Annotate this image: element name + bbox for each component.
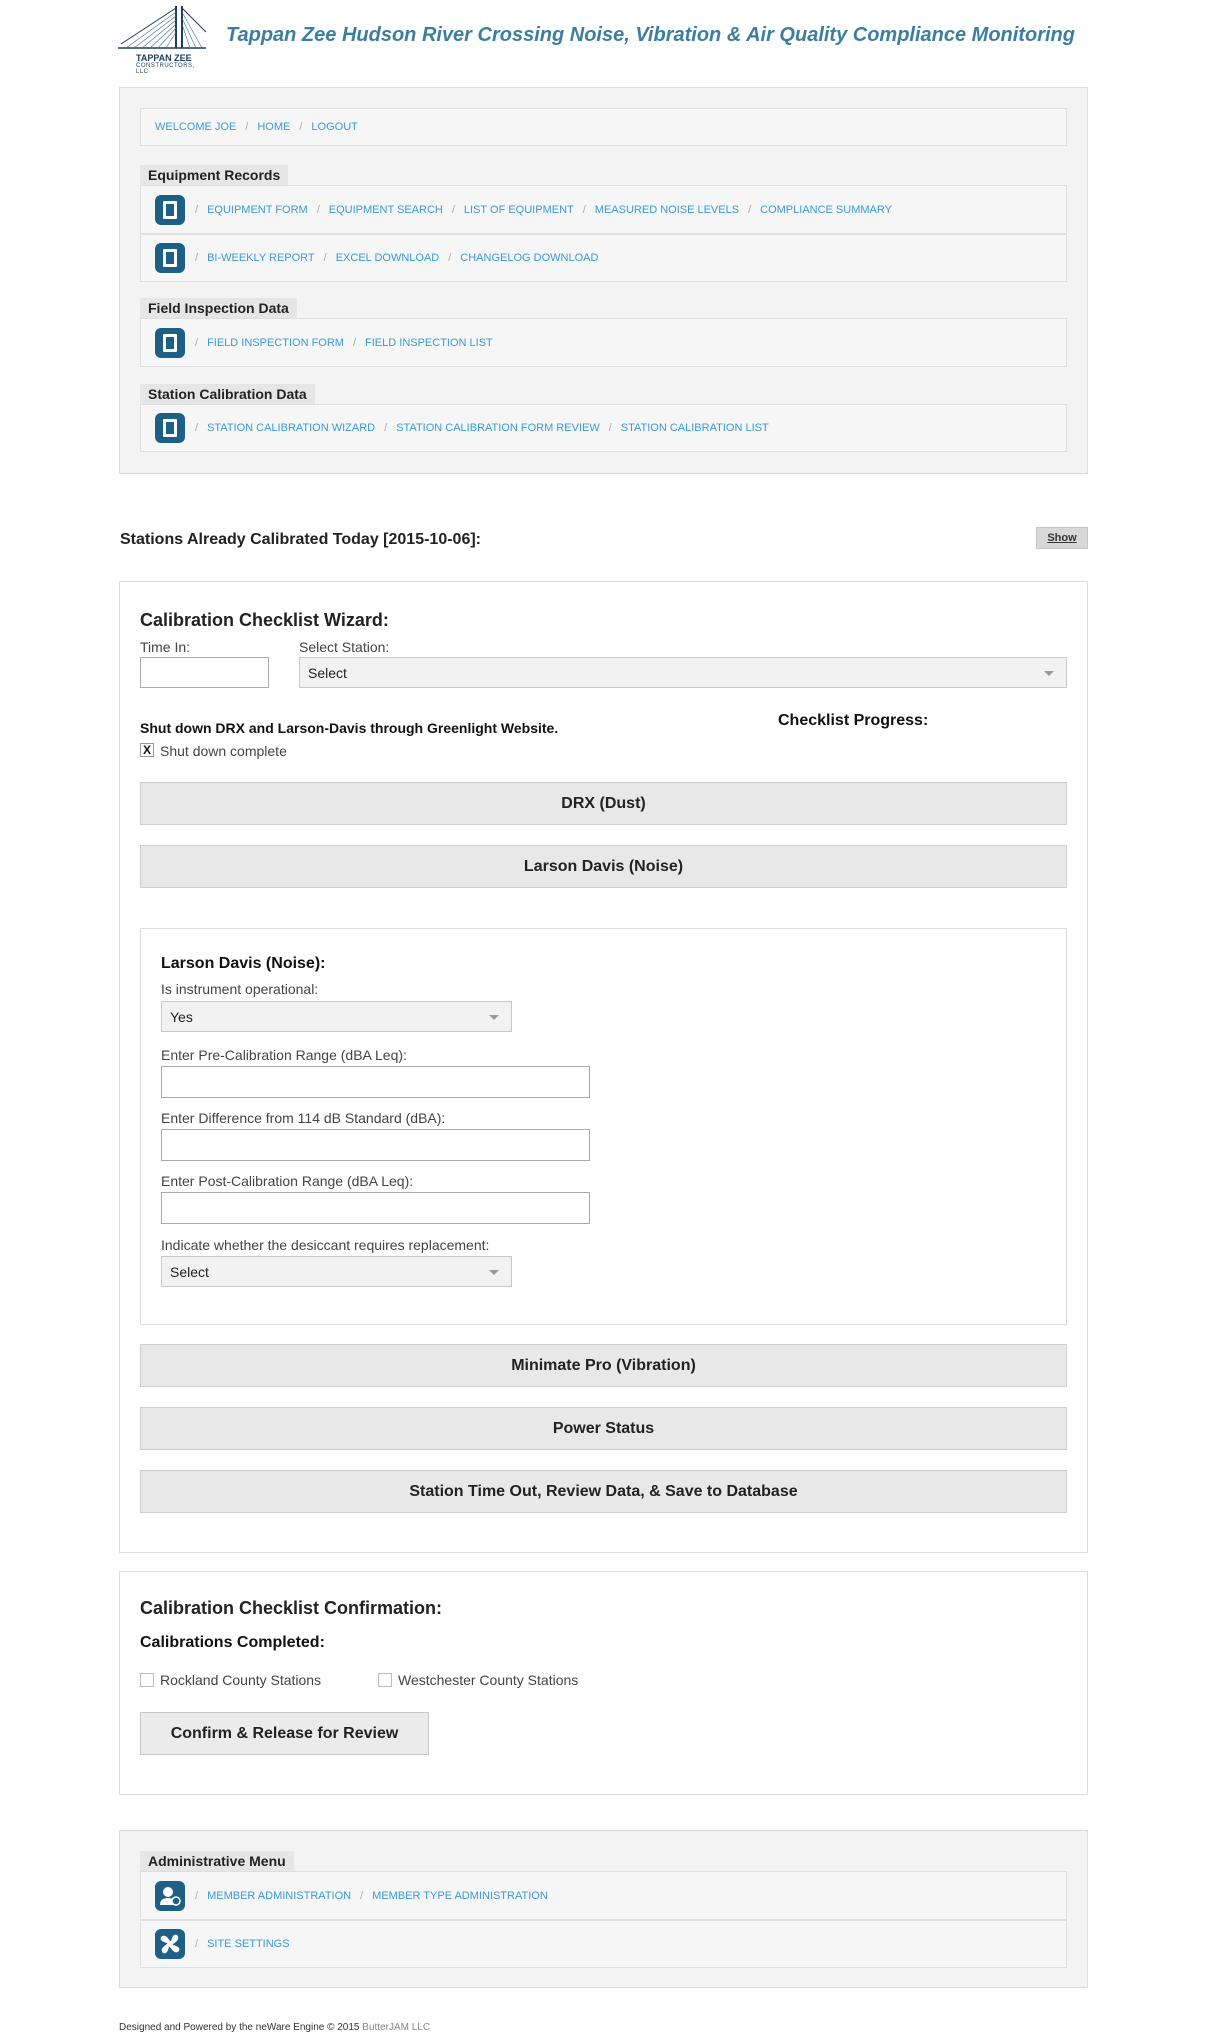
bridge-logo-icon	[116, 2, 208, 60]
separator: /	[582, 203, 586, 216]
equipment-links-2	[195, 235, 598, 281]
station-calibration-wizard-link[interactable]: STATION CALIBRATION WIZARD	[207, 422, 376, 434]
operational-label: Is instrument operational:	[161, 981, 319, 997]
welcome-link[interactable]: WELCOME JOE	[155, 121, 237, 133]
difference-input[interactable]	[161, 1129, 590, 1161]
equipment-form-link[interactable]: EQUIPMENT FORM	[207, 203, 308, 216]
westchester-checkbox[interactable]	[378, 1673, 392, 1687]
chevron-down-icon	[489, 1015, 499, 1020]
difference-label: Enter Difference from 114 dB Standard (dBA):	[161, 1110, 446, 1126]
confirmation-title: Calibration Checklist Confirmation:	[140, 1598, 443, 1618]
admin-nav-row-2	[140, 1920, 1067, 1968]
changelog-download-link[interactable]: CHANGELOG DOWNLOAD	[460, 252, 599, 264]
separator: /	[748, 203, 752, 216]
calibrations-completed-label: Calibrations Completed:	[140, 1634, 325, 1651]
rockland-checkbox[interactable]	[140, 1673, 154, 1687]
separator: /	[451, 203, 455, 216]
site-settings-icon[interactable]	[155, 1929, 185, 1959]
site-title: Tappan Zee Hudson River Crossing Noise, Vibration & Air Quality Compliance Monitoring	[226, 24, 1075, 46]
administrative-menu	[119, 1830, 1088, 1988]
field-inspection-form-link[interactable]: FIELD INSPECTION FORM	[207, 336, 344, 349]
admin-menu-heading: Administrative Menu	[140, 1851, 294, 1871]
larson-davis-section[interactable]: Larson Davis (Noise)	[140, 845, 1067, 888]
page-footer	[119, 2022, 430, 2033]
larson-davis-title: Larson Davis (Noise):	[161, 955, 326, 972]
fan-icon	[155, 1929, 185, 1959]
bi-weekly-report-link[interactable]: BI-WEEKLY REPORT	[207, 252, 315, 264]
select-station-label: Select Station:	[299, 639, 390, 655]
drx-dust-section[interactable]: DRX (Dust)	[140, 782, 1067, 825]
pre-calibration-input[interactable]	[161, 1066, 590, 1098]
logo-subtext: CONSTRUCTORS, LLC	[136, 63, 195, 75]
admin-nav-row-1	[140, 1871, 1067, 1920]
station-calibration-form-review-link[interactable]: STATION CALIBRATION FORM REVIEW	[396, 422, 600, 434]
desiccant-label: Indicate whether the desiccant requires replacement:	[161, 1237, 490, 1253]
admin-links-2	[195, 1921, 290, 1967]
separator: /	[316, 203, 320, 216]
admin-links-1	[195, 1872, 548, 1919]
logo-text: TAPPAN ZEE	[136, 53, 192, 63]
operational-select[interactable]	[161, 1001, 512, 1032]
calibration-wizard	[119, 581, 1088, 1553]
chevron-down-icon	[1044, 671, 1054, 676]
equipment-search-link[interactable]: EQUIPMENT SEARCH	[328, 203, 443, 216]
station-calibration-nav-row	[140, 404, 1067, 452]
home-link[interactable]: HOME	[257, 121, 291, 133]
site-settings-link[interactable]: SITE SETTINGS	[207, 1938, 290, 1950]
station-select-value: Select	[308, 664, 347, 681]
equipment-links-1	[195, 186, 892, 233]
time-in-input[interactable]	[140, 657, 269, 688]
document-icon[interactable]	[155, 328, 185, 358]
confirm-release-button[interactable]: Confirm & Release for Review	[140, 1712, 429, 1755]
separator: /	[195, 422, 199, 434]
operational-select-value: Yes	[170, 1008, 193, 1025]
separator: /	[448, 252, 452, 264]
desiccant-select-value: Select	[170, 1263, 209, 1280]
separator: /	[245, 121, 249, 133]
separator: /	[299, 121, 303, 133]
larson-davis-panel	[140, 928, 1067, 1325]
equipment-nav-row-1	[140, 185, 1067, 234]
field-inspection-nav-row	[140, 318, 1067, 367]
document-icon[interactable]	[155, 413, 185, 443]
separator: /	[360, 1889, 364, 1902]
rockland-label: Rockland County Stations	[160, 1672, 322, 1688]
field-inspection-list-link[interactable]: FIELD INSPECTION LIST	[365, 336, 493, 349]
logout-link[interactable]: LOGOUT	[311, 121, 358, 133]
checklist-progress-label: Checklist Progress:	[778, 712, 929, 729]
station-calibration-heading: Station Calibration Data	[140, 384, 315, 404]
compliance-summary-link[interactable]: COMPLIANCE SUMMARY	[760, 203, 892, 216]
equipment-nav-row-2	[140, 234, 1067, 282]
user-settings-icon	[155, 1881, 185, 1911]
post-calibration-label: Enter Post-Calibration Range (dBA Leq):	[161, 1173, 414, 1189]
member-admin-icon[interactable]	[155, 1881, 185, 1911]
member-type-administration-link[interactable]: MEMBER TYPE ADMINISTRATION	[372, 1889, 548, 1902]
separator: /	[195, 252, 199, 264]
shutdown-checkbox-label: Shut down complete	[160, 743, 287, 759]
wizard-title: Calibration Checklist Wizard:	[140, 610, 389, 630]
tappan-zee-logo[interactable]	[116, 2, 208, 75]
separator: /	[195, 336, 199, 349]
pre-calibration-label: Enter Pre-Calibration Range (dBA Leq):	[161, 1047, 407, 1063]
separator: /	[195, 1938, 199, 1950]
field-inspection-links	[195, 319, 493, 366]
stations-calibrated-title: Stations Already Calibrated Today [2015-10-06]:	[120, 531, 481, 548]
user-nav-links	[155, 109, 358, 145]
post-calibration-input[interactable]	[161, 1192, 590, 1224]
shutdown-checkbox[interactable]: X	[140, 743, 154, 757]
chevron-down-icon	[489, 1270, 499, 1275]
navigation-panel	[119, 87, 1088, 474]
list-of-equipment-link[interactable]: LIST OF EQUIPMENT	[463, 203, 574, 216]
station-time-out-section[interactable]: Station Time Out, Review Data, & Save to Database	[140, 1470, 1067, 1513]
station-calibration-list-link[interactable]: STATION CALIBRATION LIST	[620, 422, 769, 434]
user-nav-bar	[140, 108, 1067, 146]
separator: /	[195, 1889, 199, 1902]
show-button[interactable]: Show	[1036, 527, 1088, 549]
field-inspection-heading: Field Inspection Data	[140, 298, 297, 318]
minimate-pro-section[interactable]: Minimate Pro (Vibration)	[140, 1344, 1067, 1387]
westchester-label: Westchester County Stations	[398, 1672, 579, 1688]
power-status-section[interactable]: Power Status	[140, 1407, 1067, 1450]
desiccant-select[interactable]	[161, 1256, 512, 1287]
separator: /	[323, 252, 327, 264]
separator: /	[352, 336, 357, 349]
measured-noise-levels-link[interactable]: MEASURED NOISE LEVELS	[594, 203, 740, 216]
calibration-confirmation	[119, 1571, 1088, 1795]
site-header	[116, 0, 1096, 76]
member-administration-link[interactable]: MEMBER ADMINISTRATION	[207, 1889, 352, 1902]
document-icon[interactable]	[155, 195, 185, 225]
separator: /	[195, 203, 199, 216]
footer-brand-link[interactable]: ButterJAM LLC	[362, 2022, 431, 2033]
document-icon[interactable]	[155, 243, 185, 273]
excel-download-link[interactable]: EXCEL DOWNLOAD	[335, 252, 440, 264]
station-calibration-links	[195, 405, 769, 451]
separator: /	[384, 422, 388, 434]
equipment-records-heading: Equipment Records	[140, 165, 288, 185]
time-in-label: Time In:	[140, 639, 191, 655]
shutdown-instruction: Shut down DRX and Larson-Davis through Greenlight Website.	[140, 720, 559, 736]
station-select[interactable]	[299, 657, 1067, 688]
separator: /	[608, 422, 612, 434]
footer-text: Designed and Powered by the neWare Engine © 2015	[119, 2022, 363, 2033]
